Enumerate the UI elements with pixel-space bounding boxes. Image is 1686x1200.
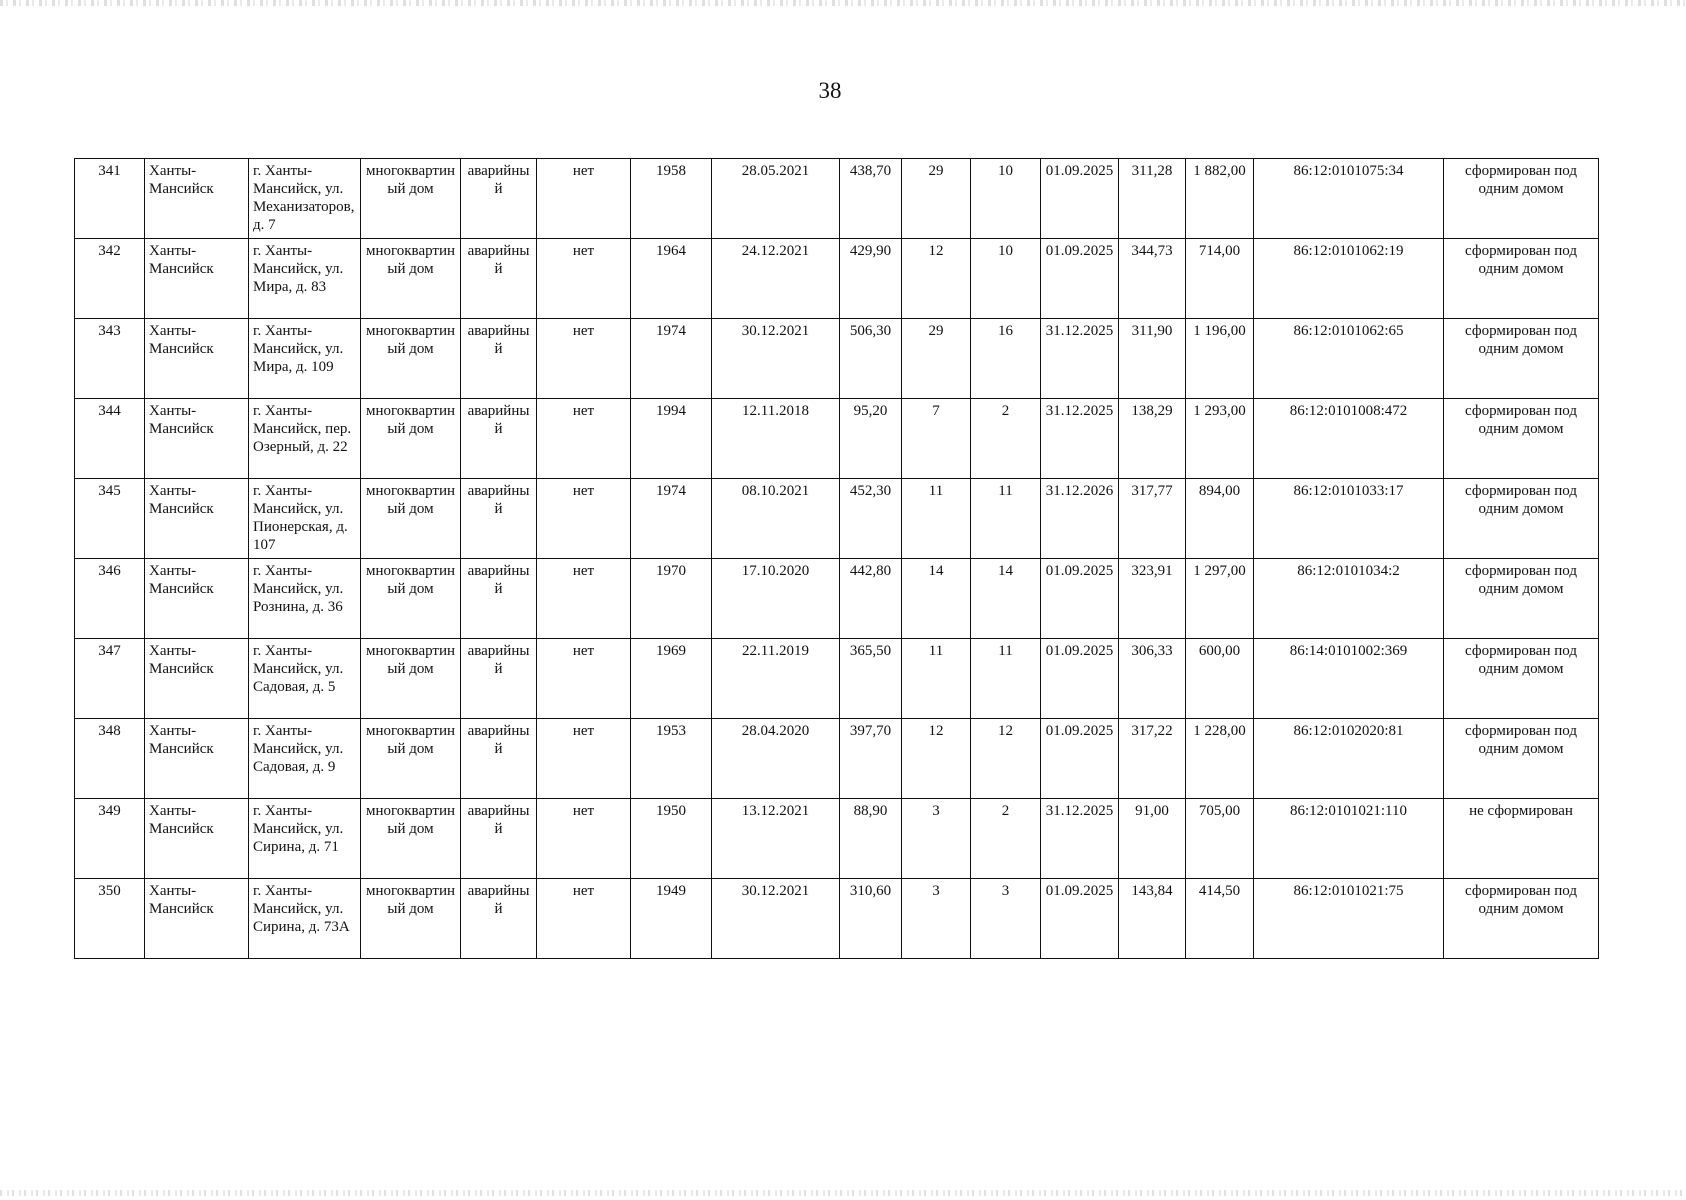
cell-total-area: 452,30 (840, 479, 902, 559)
cell-land-plot-status: сформирован под одним домом (1444, 319, 1599, 399)
housing-register-table (74, 158, 1599, 959)
table-row (75, 399, 1599, 479)
cell-residents-count: 11 (902, 639, 971, 719)
cell-recognition-date: 08.10.2021 (712, 479, 840, 559)
cell-build-year: 1953 (631, 719, 712, 799)
cell-land-area: 1 228,00 (1186, 719, 1254, 799)
cell-condition-status: аварийный (461, 799, 537, 879)
cell-flag: нет (537, 879, 631, 959)
cell-recognition-date: 30.12.2021 (712, 319, 840, 399)
cell-condition-status: аварийный (461, 559, 537, 639)
cell-city: Ханты-Мансийск (145, 239, 249, 319)
cell-land-plot-status: не сформирован (1444, 799, 1599, 879)
cell-residents-count: 3 (902, 879, 971, 959)
cell-row-number: 348 (75, 719, 145, 799)
cell-resettlement-deadline: 31.12.2025 (1041, 319, 1119, 399)
cell-recognition-date: 28.05.2021 (712, 159, 840, 239)
cell-land-area: 1 297,00 (1186, 559, 1254, 639)
cell-residents-count: 3 (902, 799, 971, 879)
cell-cadastral-number: 86:12:0101021:75 (1254, 879, 1444, 959)
cell-total-area: 438,70 (840, 159, 902, 239)
cell-living-area: 306,33 (1119, 639, 1186, 719)
cell-house-type: многоквартиный дом (361, 559, 461, 639)
cell-land-area: 894,00 (1186, 479, 1254, 559)
cell-total-area: 88,90 (840, 799, 902, 879)
table-row (75, 559, 1599, 639)
cell-land-plot-status: сформирован под одним домом (1444, 639, 1599, 719)
cell-house-type: многоквартиный дом (361, 879, 461, 959)
cell-recognition-date: 24.12.2021 (712, 239, 840, 319)
cell-house-type: многоквартиный дом (361, 159, 461, 239)
cell-house-type: многоквартиный дом (361, 319, 461, 399)
cell-total-area: 506,30 (840, 319, 902, 399)
cell-row-number: 350 (75, 879, 145, 959)
cell-cadastral-number: 86:12:0101062:65 (1254, 319, 1444, 399)
cell-flag: нет (537, 319, 631, 399)
cell-address: г. Ханты-Мансийск, ул. Сирина, д. 73А (249, 879, 361, 959)
cell-living-area: 311,28 (1119, 159, 1186, 239)
cell-cadastral-number: 86:12:0101075:34 (1254, 159, 1444, 239)
cell-city: Ханты-Мансийск (145, 639, 249, 719)
cell-resettlement-deadline: 01.09.2025 (1041, 719, 1119, 799)
cell-build-year: 1970 (631, 559, 712, 639)
cell-recognition-date: 13.12.2021 (712, 799, 840, 879)
cell-condition-status: аварийный (461, 399, 537, 479)
cell-build-year: 1949 (631, 879, 712, 959)
scan-edge-top (0, 0, 1686, 6)
table-row (75, 319, 1599, 399)
cell-build-year: 1964 (631, 239, 712, 319)
cell-land-area: 714,00 (1186, 239, 1254, 319)
cell-living-area: 344,73 (1119, 239, 1186, 319)
cell-city: Ханты-Мансийск (145, 879, 249, 959)
cell-resettlement-deadline: 31.12.2026 (1041, 479, 1119, 559)
cell-total-area: 95,20 (840, 399, 902, 479)
cell-address: г. Ханты-Мансийск, ул. Садовая, д. 9 (249, 719, 361, 799)
cell-recognition-date: 17.10.2020 (712, 559, 840, 639)
cell-land-plot-status: сформирован под одним домом (1444, 239, 1599, 319)
page-number: 38 (818, 78, 842, 103)
cell-cadastral-number: 86:12:0102020:81 (1254, 719, 1444, 799)
cell-city: Ханты-Мансийск (145, 479, 249, 559)
cell-row-number: 343 (75, 319, 145, 399)
cell-land-plot-status: сформирован под одним домом (1444, 879, 1599, 959)
cell-house-type: многоквартиный дом (361, 239, 461, 319)
cell-recognition-date: 12.11.2018 (712, 399, 840, 479)
cell-flag: нет (537, 399, 631, 479)
cell-house-type: многоквартиный дом (361, 399, 461, 479)
cell-residents-count: 12 (902, 719, 971, 799)
cell-residents-count: 14 (902, 559, 971, 639)
cell-living-area: 323,91 (1119, 559, 1186, 639)
cell-resettlement-deadline: 01.09.2025 (1041, 639, 1119, 719)
cell-row-number: 342 (75, 239, 145, 319)
cell-condition-status: аварийный (461, 479, 537, 559)
cell-living-area: 317,77 (1119, 479, 1186, 559)
cell-row-number: 346 (75, 559, 145, 639)
cell-residents-count: 7 (902, 399, 971, 479)
cell-total-area: 442,80 (840, 559, 902, 639)
cell-condition-status: аварийный (461, 319, 537, 399)
cell-condition-status: аварийный (461, 239, 537, 319)
cell-row-number: 347 (75, 639, 145, 719)
cell-flag: нет (537, 799, 631, 879)
cell-address: г. Ханты-Мансийск, ул. Садовая, д. 5 (249, 639, 361, 719)
cell-flag: нет (537, 159, 631, 239)
cell-recognition-date: 28.04.2020 (712, 719, 840, 799)
cell-cadastral-number: 86:12:0101062:19 (1254, 239, 1444, 319)
cell-rooms-count: 14 (971, 559, 1041, 639)
cell-condition-status: аварийный (461, 879, 537, 959)
cell-address: г. Ханты-Мансийск, ул. Рознина, д. 36 (249, 559, 361, 639)
cell-city: Ханты-Мансийск (145, 799, 249, 879)
cell-total-area: 429,90 (840, 239, 902, 319)
cell-living-area: 143,84 (1119, 879, 1186, 959)
cell-cadastral-number: 86:12:0101021:110 (1254, 799, 1444, 879)
cell-resettlement-deadline: 31.12.2025 (1041, 399, 1119, 479)
cell-row-number: 341 (75, 159, 145, 239)
cell-residents-count: 29 (902, 159, 971, 239)
cell-row-number: 349 (75, 799, 145, 879)
cell-rooms-count: 16 (971, 319, 1041, 399)
cell-address: г. Ханты-Мансийск, ул. Мира, д. 83 (249, 239, 361, 319)
table-row (75, 719, 1599, 799)
cell-flag: нет (537, 239, 631, 319)
cell-city: Ханты-Мансийск (145, 719, 249, 799)
cell-condition-status: аварийный (461, 159, 537, 239)
cell-house-type: многоквартиный дом (361, 479, 461, 559)
cell-living-area: 311,90 (1119, 319, 1186, 399)
cell-total-area: 397,70 (840, 719, 902, 799)
table-row (75, 799, 1599, 879)
cell-land-area: 1 293,00 (1186, 399, 1254, 479)
table-row (75, 479, 1599, 559)
cell-flag: нет (537, 559, 631, 639)
table-row (75, 159, 1599, 239)
cell-cadastral-number: 86:12:0101033:17 (1254, 479, 1444, 559)
cell-living-area: 317,22 (1119, 719, 1186, 799)
cell-land-plot-status: сформирован под одним домом (1444, 399, 1599, 479)
cell-condition-status: аварийный (461, 639, 537, 719)
cell-rooms-count: 11 (971, 639, 1041, 719)
cell-row-number: 344 (75, 399, 145, 479)
cell-rooms-count: 10 (971, 159, 1041, 239)
cell-city: Ханты-Мансийск (145, 559, 249, 639)
cell-land-plot-status: сформирован под одним домом (1444, 719, 1599, 799)
cell-residents-count: 12 (902, 239, 971, 319)
table-row (75, 639, 1599, 719)
cell-land-plot-status: сформирован под одним домом (1444, 559, 1599, 639)
cell-living-area: 138,29 (1119, 399, 1186, 479)
cell-recognition-date: 30.12.2021 (712, 879, 840, 959)
cell-total-area: 365,50 (840, 639, 902, 719)
cell-rooms-count: 12 (971, 719, 1041, 799)
cell-cadastral-number: 86:12:0101034:2 (1254, 559, 1444, 639)
cell-residents-count: 29 (902, 319, 971, 399)
cell-resettlement-deadline: 31.12.2025 (1041, 799, 1119, 879)
cell-resettlement-deadline: 01.09.2025 (1041, 559, 1119, 639)
cell-total-area: 310,60 (840, 879, 902, 959)
cell-city: Ханты-Мансийск (145, 399, 249, 479)
cell-flag: нет (537, 639, 631, 719)
cell-land-area: 414,50 (1186, 879, 1254, 959)
cell-recognition-date: 22.11.2019 (712, 639, 840, 719)
cell-land-area: 705,00 (1186, 799, 1254, 879)
cell-rooms-count: 11 (971, 479, 1041, 559)
cell-rooms-count: 10 (971, 239, 1041, 319)
cell-flag: нет (537, 479, 631, 559)
cell-land-plot-status: сформирован под одним домом (1444, 159, 1599, 239)
table-row (75, 879, 1599, 959)
cell-condition-status: аварийный (461, 719, 537, 799)
cell-rooms-count: 2 (971, 799, 1041, 879)
cell-house-type: многоквартиный дом (361, 639, 461, 719)
cell-row-number: 345 (75, 479, 145, 559)
cell-house-type: многоквартиный дом (361, 719, 461, 799)
cell-cadastral-number: 86:14:0101002:369 (1254, 639, 1444, 719)
cell-city: Ханты-Мансийск (145, 159, 249, 239)
cell-address: г. Ханты-Мансийск, ул. Механизаторов, д. 7 (249, 159, 361, 239)
cell-land-area: 1 882,00 (1186, 159, 1254, 239)
cell-flag: нет (537, 719, 631, 799)
cell-resettlement-deadline: 01.09.2025 (1041, 239, 1119, 319)
cell-cadastral-number: 86:12:0101008:472 (1254, 399, 1444, 479)
cell-resettlement-deadline: 01.09.2025 (1041, 879, 1119, 959)
cell-city: Ханты-Мансийск (145, 319, 249, 399)
cell-residents-count: 11 (902, 479, 971, 559)
cell-build-year: 1974 (631, 479, 712, 559)
cell-address: г. Ханты-Мансийск, пер. Озерный, д. 22 (249, 399, 361, 479)
cell-build-year: 1950 (631, 799, 712, 879)
cell-build-year: 1969 (631, 639, 712, 719)
cell-build-year: 1994 (631, 399, 712, 479)
cell-living-area: 91,00 (1119, 799, 1186, 879)
scan-edge-bottom (0, 1190, 1686, 1196)
cell-address: г. Ханты-Мансийск, ул. Пионерская, д. 107 (249, 479, 361, 559)
cell-land-area: 600,00 (1186, 639, 1254, 719)
cell-rooms-count: 2 (971, 399, 1041, 479)
cell-land-area: 1 196,00 (1186, 319, 1254, 399)
cell-build-year: 1958 (631, 159, 712, 239)
cell-resettlement-deadline: 01.09.2025 (1041, 159, 1119, 239)
cell-build-year: 1974 (631, 319, 712, 399)
cell-house-type: многоквартиный дом (361, 799, 461, 879)
cell-address: г. Ханты-Мансийск, ул. Мира, д. 109 (249, 319, 361, 399)
cell-land-plot-status: сформирован под одним домом (1444, 479, 1599, 559)
cell-address: г. Ханты-Мансийск, ул. Сирина, д. 71 (249, 799, 361, 879)
table-row (75, 239, 1599, 319)
cell-rooms-count: 3 (971, 879, 1041, 959)
